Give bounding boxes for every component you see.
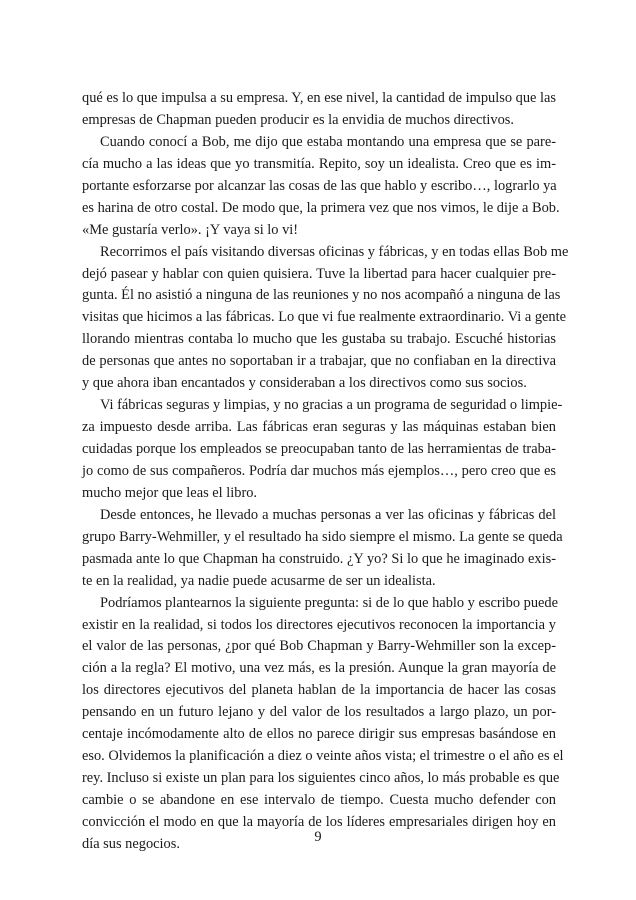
text-line: convicción el modo en que la mayoría de los líderes empresariales dirigen hoy en xyxy=(82,813,556,830)
text-line: cuidadas porque los empleados se preocupaban tanto de las herramientas de traba- xyxy=(82,441,556,457)
text-line: gunta. Él no asistió a ninguna de las reuniones y no nos acompañó a ninguna de las xyxy=(82,287,561,304)
paragraph xyxy=(82,242,569,396)
text-line: za impuesto desde arriba. Las fábricas eran seguras y las máquinas estaban bien xyxy=(82,419,556,436)
text-line: cía mucho a las ideas que yo transmitía. Repito, soy un idealista. Creo que es im- xyxy=(82,155,556,172)
text-line: centaje incómodamente alto de ellos no parece dirigir sus empresas basándose en xyxy=(82,726,556,743)
text-line: pensando en un futuro lejano y del valor de los resultados a largo plazo, un por- xyxy=(82,704,556,721)
text-line: cambie o se abandone en ese intervalo de tiempo. Cuesta mucho defender con xyxy=(82,792,556,808)
text-line: Desde entonces, he llevado a muchas personas a ver las oficinas y fábricas del xyxy=(100,506,556,523)
text-line: Recorrimos el país visitando diversas oficinas y fábricas, y en todas ellas Bob me xyxy=(100,243,569,260)
text-line: «Me gustaría verlo». ¡Y vaya si lo vi! xyxy=(82,221,299,238)
text-line: visitas que hicimos a las fábricas. Lo que vi fue realmente extraordinario. Vi a gente xyxy=(82,309,566,326)
paragraph xyxy=(82,88,556,132)
text-line: pasmada ante lo que Chapman ha construido. ¿Y yo? Si lo que he imaginado exis- xyxy=(82,550,556,567)
text-line: dejó pasear y hablar con quien quisiera. Tuve la libertad para hacer cualquier pre- xyxy=(82,265,556,282)
text-line: Podríamos plantearnos la siguiente pregunta: si de lo que hablo y escribo puede xyxy=(100,594,558,611)
text-line: rey. Incluso si existe un plan para los siguientes cinco años, lo más probable es que xyxy=(82,770,560,787)
page-number: 9 xyxy=(314,829,322,845)
paragraph xyxy=(82,505,563,593)
text-line: mucho mejor que leas el libro. xyxy=(82,484,258,501)
text-line: día sus negocios. xyxy=(82,835,180,852)
text-line: qué es lo que impulsa a su empresa. Y, en ese nivel, la cantidad de impulso que las xyxy=(82,90,556,106)
paragraph xyxy=(82,593,564,856)
text-line: y que ahora iban encantados y consideraban a los directivos como sus socios. xyxy=(82,375,527,392)
text-line: te en la realidad, ya nadie puede acusarme de ser un idealista. xyxy=(82,572,436,589)
text-line: el valor de las personas, ¿por qué Bob Chapman y Barry-Wehmiller son la excep- xyxy=(82,638,556,655)
text-line: portante esforzarse por alcanzar las cosas de las que hablo y escribo…, lograrlo ya xyxy=(82,177,557,194)
text-line: de personas que antes no soportaban ir a trabajar, que no confiaban en la directiva xyxy=(82,353,556,370)
text-line: eso. Olvidemos la planificación a diez o veinte años vista; el trimestre o el año es el xyxy=(82,748,564,765)
text-line: es harina de otro costal. De modo que, la primera vez que nos vimos, le dije a Bob. xyxy=(82,199,560,216)
text-line: llorando mientras contaba lo mucho que les gustaba su trabajo. Escuché historias xyxy=(82,331,556,348)
text-line: jo como de sus compañeros. Podría dar muchos más ejemplos…, pero creo que es xyxy=(82,462,556,479)
text-line: Vi fábricas seguras y limpias, y no gracias a un programa de seguridad o limpie- xyxy=(100,397,563,414)
body-text xyxy=(82,88,569,856)
text-line: existir en la realidad, si todos los directores ejecutivos reconocen la importancia y xyxy=(82,616,556,633)
paragraph xyxy=(82,132,560,242)
text-line: los directores ejecutivos del planeta hablan de la importancia de hacer las cosas xyxy=(82,682,556,699)
text-line: Cuando conocí a Bob, me dijo que estaba montando una empresa que se pare- xyxy=(100,133,556,150)
paragraph xyxy=(82,395,563,505)
text-line: ción a la regla? El motivo, una vez más, es la presión. Aunque la gran mayoría de xyxy=(82,660,556,677)
text-line: grupo Barry-Wehmiller, y el resultado ha sido siempre el mismo. La gente se queda xyxy=(82,528,563,545)
text-line: empresas de Chapman pueden producir es la envidia de muchos directivos. xyxy=(82,111,514,128)
